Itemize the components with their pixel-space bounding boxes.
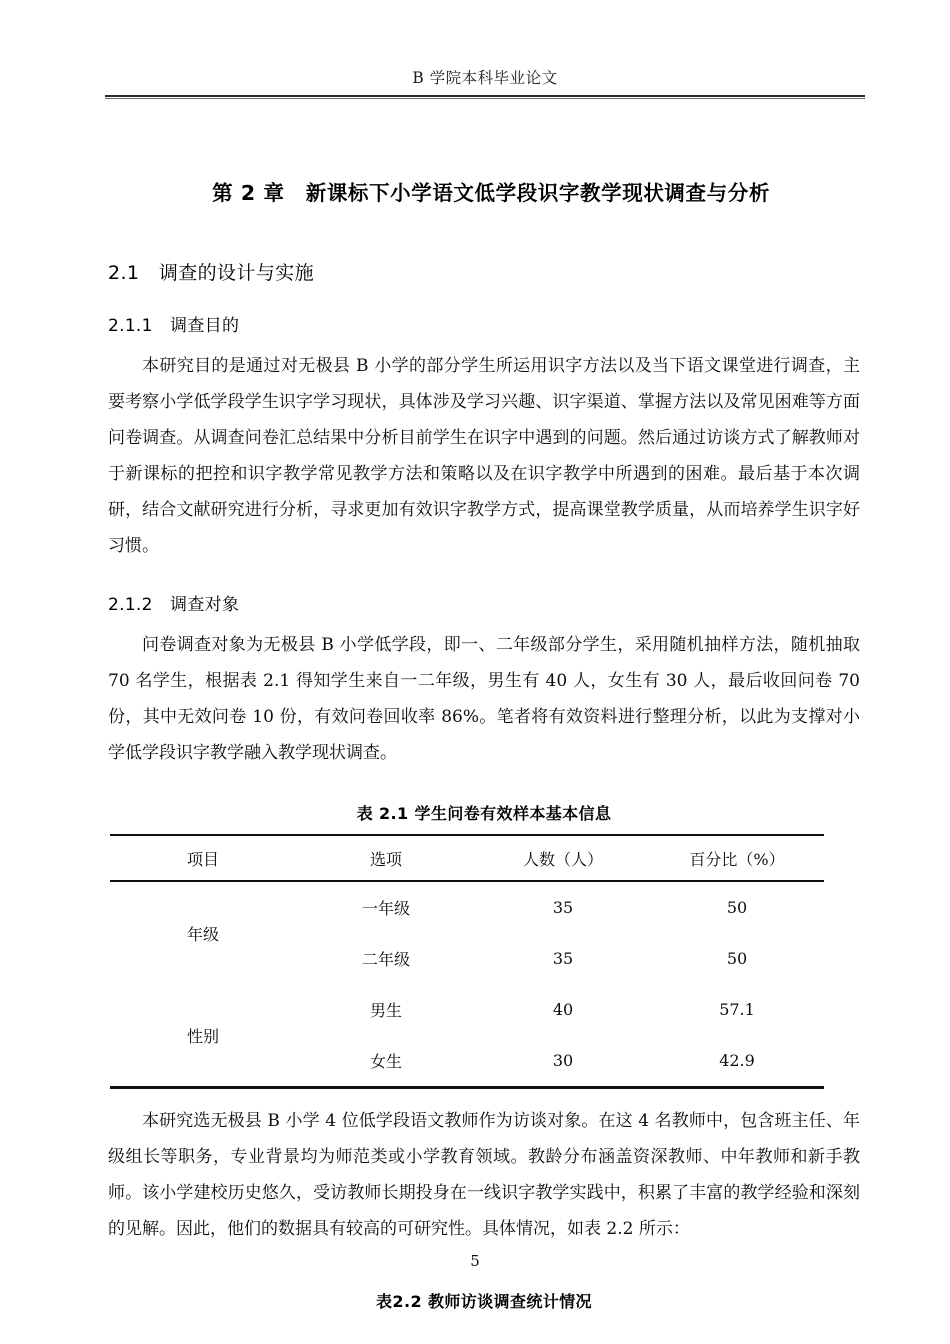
table-caption-2-1: 表 2.1 学生问卷有效样本基本信息: [356, 804, 612, 823]
running-header-title: B 学院本科毕业论文: [412, 69, 558, 87]
cell-percent: 57.1: [719, 1000, 755, 1019]
table-body: [110, 881, 824, 1088]
cell-count: 35: [552, 949, 574, 968]
cell-count: 40: [552, 1000, 574, 1019]
column-header-item: 项目: [186, 850, 219, 869]
paragraph-survey-subjects: 问卷调查对象为无极县 B 小学低学段，即一、二年级部分学生，采用随机抽样方法，随机抽取 70 名学生，根据表 2.1 得知学生来自一二年级，男生有 40 人，女生有 30 人，最后收回问卷 70 份，其中无效问卷 10 份，有效问卷回收率 86%。笔者将有效资料进行整理分析，以此为支撑对小学低学段识字教学融入教学现状调查。: [108, 635, 860, 763]
section-heading-2-1: 2.1 调查的设计与实施: [108, 262, 315, 284]
header-rule-thin: [105, 98, 865, 99]
table-row: [110, 984, 824, 1035]
page-content: [108, 150, 860, 1312]
header-divider-rule: [105, 95, 865, 99]
paragraph-survey-purpose: 本研究目的是通过对无极县 B 小学的部分学生所运用识字方法以及当下语文课堂进行调查，主要考察小学低学段学生识字学习现状，具体涉及学习兴趣、识字渠道、掌握方法以及常见困难等方面问卷调查。从调查问卷汇总结果中分析目前学生在识字中遇到的问题。然后通过访谈方式了解教师对于新课标的把控和识字教学常见教学方法和策略以及在识字教学中所遇到的困难。最后基于本次调研，结合文献研究进行分析，寻求更加有效识字教学方式，提高课堂教学质量，从而培养学生识字好习惯。: [108, 356, 860, 556]
cell-count: 35: [552, 898, 574, 917]
group-label-grade: 年级: [186, 924, 219, 944]
cell-option: 男生: [369, 1001, 402, 1020]
column-header-count: 人数（人）: [522, 850, 603, 869]
cell-option: 女生: [369, 1052, 402, 1071]
table-header-row: [110, 835, 824, 881]
table-header: [110, 835, 824, 881]
page-number: 5: [470, 1252, 480, 1270]
cell-percent: 50: [726, 949, 748, 968]
cell-percent: 42.9: [719, 1051, 755, 1070]
cell-percent: 50: [726, 898, 748, 917]
table-student-sample: [110, 834, 824, 1089]
table-row: [110, 881, 824, 933]
cell-count: 30: [552, 1051, 574, 1070]
cell-option: 二年级: [361, 950, 410, 969]
column-header-percent: 百分比（%）: [689, 850, 785, 869]
section-heading-2-1-2: 2.1.2 调查对象: [108, 595, 240, 615]
cell-option: 一年级: [361, 899, 410, 918]
table-caption-2-2: 表2.2 教师访谈调查统计情况: [376, 1292, 592, 1311]
column-header-option: 选项: [369, 850, 402, 869]
group-label-gender: 性别: [186, 1026, 219, 1046]
chapter-title: 第 2 章 新课标下小学语文低学段识字教学现状调查与分析: [212, 181, 770, 205]
paragraph-teacher-interview: 本研究选无极县 B 小学 4 位低学段语文教师作为访谈对象。在这 4 名教师中，包含班主任、年级组长等职务，专业背景均为师范类或小学教育领域。教龄分布涵盖资深教师、中年教师和新手教师。该小学建校历史悠久，受访教师长期投身在一线识字教学实践中，积累了丰富的教学经验和深刻的见解。因此，他们的数据具有较高的可研究性。具体情况，如表 2.2 所示：: [108, 1111, 860, 1239]
section-heading-2-1-1: 2.1.1 调查目的: [108, 316, 240, 336]
